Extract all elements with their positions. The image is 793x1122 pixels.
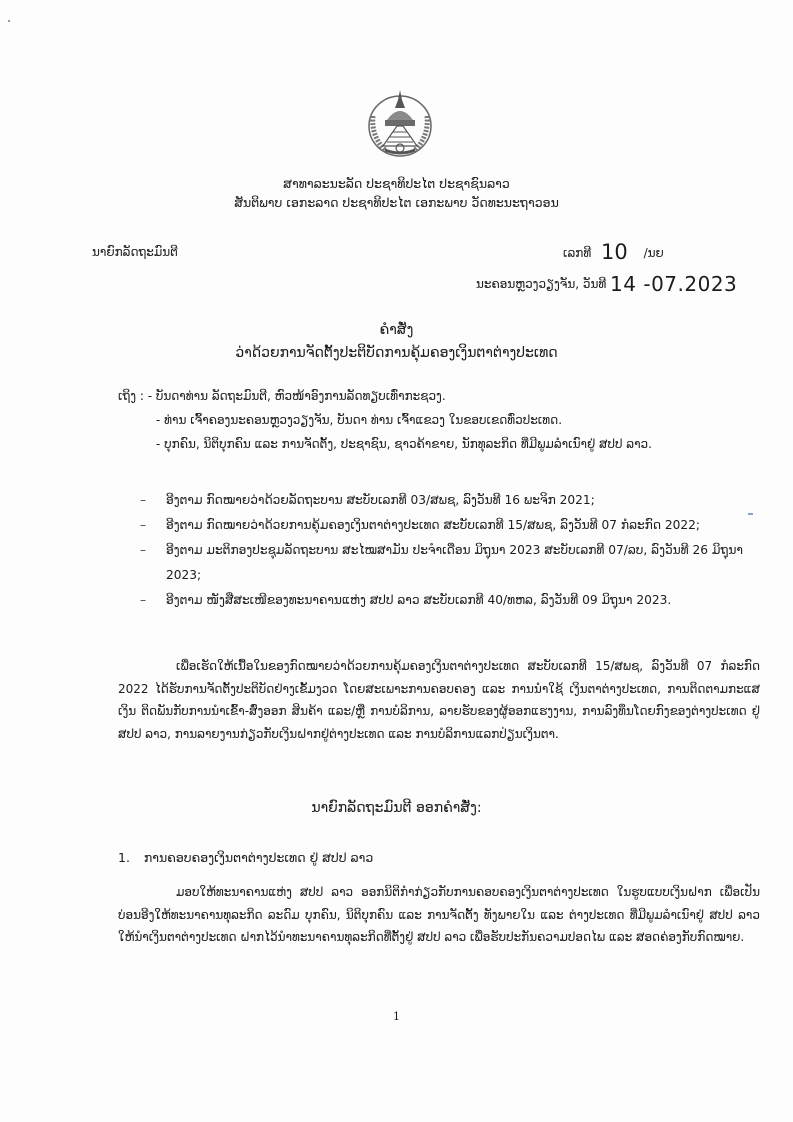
- recipients: [118, 384, 652, 456]
- reference-item: – ອີງຕາມ ມະຕິກອງປະຊຸມລັດຖະບານ ສະໄໝສາມັນ ປະຈຳເດືອນ ມິຖຸນາ 2023 ສະບັບເລກທີ 07/ລບ, ລົງວັນທີ 26 ມິຖຸນາ 2023;: [140, 543, 743, 582]
- recipient-item: ເຖິງ : - ບັນດາທ່ານ ລັດຖະມົນຕີ, ຫົວໜ້າອົງການລັດທຽບເທົ່າກະຊວງ.: [118, 389, 446, 403]
- page-number: 1: [393, 1010, 400, 1023]
- place-and-date: [476, 272, 737, 296]
- reference-item: – ອີງຕາມ ກົດໝາຍວ່າດ້ວຍການຄຸ້ມຄອງເງິນຕາຕ່າງປະເທດ ສະບັບເລກທີ 15/ສພຊ, ລົງວັນທີ 07 ກໍລະກົດ 2022;: [140, 518, 701, 532]
- recipients-label: ເຖິງ :: [118, 389, 144, 403]
- reference-item: – ອີງຕາມ ກົດໝາຍວ່າດ້ວຍລັດຖະບານ ສະບັບເລກທີ 03/ສພຊ, ລົງວັນທີ 16 ພະຈິກ 2021;: [140, 493, 595, 507]
- legal-references: [140, 488, 760, 613]
- sender: ນາຍົກລັດຖະມົນຕີ: [92, 245, 178, 259]
- lao-emblem-icon: [365, 86, 435, 160]
- section-title: ການຄອບຄອງເງິນຕາຕ່າງປະເທດ ຢູ່ ສປປ ລາວ: [143, 850, 374, 865]
- country-name: ສາທາລະນະລັດ ປະຊາທິປະໄຕ ປະຊາຊົນລາວ: [283, 176, 510, 191]
- document-number: [563, 240, 664, 264]
- number-label: ເລກທີ: [563, 246, 592, 260]
- scan-speck: [8, 20, 10, 22]
- recipient-item: - ທ່ານ ເຈົ້າຄອງນະຄອນຫຼວງວຽງຈັນ, ບັນດາ ທ່ານ ເຈົ້າແຂວງ ໃນຂອບເຂດທົ່ວປະເທດ.: [156, 413, 563, 427]
- number-suffix: /ນຍ: [643, 246, 664, 260]
- place-date-label: ນະຄອນຫຼວງວຽງຈັນ, ວັນທີ: [476, 277, 607, 291]
- section-paragraph: ມອບໃຫ້ທະນາຄານແຫ່ງ ສປປ ລາວ ອອກນິຕິກຳກ່ຽວກັບການຄອບຄອງເງິນຕາຕ່າງປະເທດ ໃນຮູບແບບເງິນຝາກ ເພື່ອເປັນບ່ອນອີງໃຫ້ທະນາຄານທຸລະກິດ ລະດົມ ບຸກຄົນ, ນິຕິບຸກຄົນ ແລະ ການຈັດຕັ້ງ ທັງພາຍໃນ ແລະ ຕ່າງປະເທດ ທີ່ມີພູມລຳເນົາຢູ່ ສປປ ລາວ ໃຫ້ນຳເງິນຕາຕ່າງປະເທດ ຝາກໄວ້ນຳທະນາຄານທຸລະກິດທີ່ຕັ້ງຢູ່ ສປປ ລາວ ເພື່ອຮັບປະກັນຄວາມປອດໄພ ແລະ ສອດຄ່ອງກັບກົດໝາຍ.: [118, 885, 760, 944]
- section-number: 1.: [118, 850, 130, 865]
- number-value: 10: [601, 240, 628, 264]
- national-motto: ສັນຕິພາບ ເອກະລາດ ປະຊາທິປະໄຕ ເອກະພາບ ວັດທະນະຖາວອນ: [234, 195, 559, 210]
- section-heading: [118, 850, 373, 865]
- purpose-paragraph: ເພື່ອເຮັດໃຫ້ເນື້ອໃນຂອງກົດໝາຍວ່າດ້ວຍການຄຸ້ມຄອງເງິນຕາຕ່າງປະເທດ ສະບັບເລກທີ 15/ສພຊ, ລົງວັນທີ 07 ກໍລະກົດ 2022 ໄດ້ຮັບການຈັດຕັ້ງປະຕິບັດຢ່າງເຂັ້ມງວດ ໂດຍສະເພາະການຄອບຄອງ ແລະ ການນຳໃຊ້ ເງິນຕາຕ່າງປະເທດ, ການຕິດຕາມກະແສເງິນ ຕິດພັນກັບການນຳເຂົ້າ-ສົ່ງອອກ ສິນຄ້າ ແລະ/ຫຼື ການບໍລິການ, ລາຍຮັບຂອງຜູ້ອອກແຮງງານ, ການລົງທຶນໂດຍກົງຂອງຕ່າງປະເທດ ຢູ່ ສປປ ລາວ, ການລາຍງານກ່ຽວກັບເງິນຝາກຢູ່ຕ່າງປະເທດ ແລະ ການບໍລິການແລກປ່ຽນເງິນຕາ.: [118, 659, 760, 741]
- recipient-item: - ບຸກຄົນ, ນິຕິບຸກຄົນ ແລະ ການຈັດຕັ້ງ, ປະຊາຊົນ, ຊາວຄ້າຂາຍ, ນັກທຸລະກິດ ທີ່ມີພູມລຳເນົາຢູ່ ສປປ ລາວ.: [156, 437, 652, 451]
- reference-item: – ອີງຕາມ ໜັງສືສະເໜີຂອງທະນາຄານແຫ່ງ ສປປ ລາວ ສະບັບເລກທີ 40/ທຫລ, ລົງວັນທີ 09 ມິຖຸນາ 2023.: [140, 593, 672, 607]
- document-subject: ວ່າດ້ວຍການຈັດຕັ້ງປະຕິບັດການຄຸ້ມຄອງເງິນຕາຕ່າງປະເທດ: [235, 345, 558, 361]
- date-value: 14 -07.2023: [610, 272, 738, 296]
- document-title: ຄຳສັ່ງ: [379, 322, 414, 338]
- decree-heading: ນາຍົກລັດຖະມົນຕີ ອອກຄຳສັ່ງ:: [311, 800, 482, 816]
